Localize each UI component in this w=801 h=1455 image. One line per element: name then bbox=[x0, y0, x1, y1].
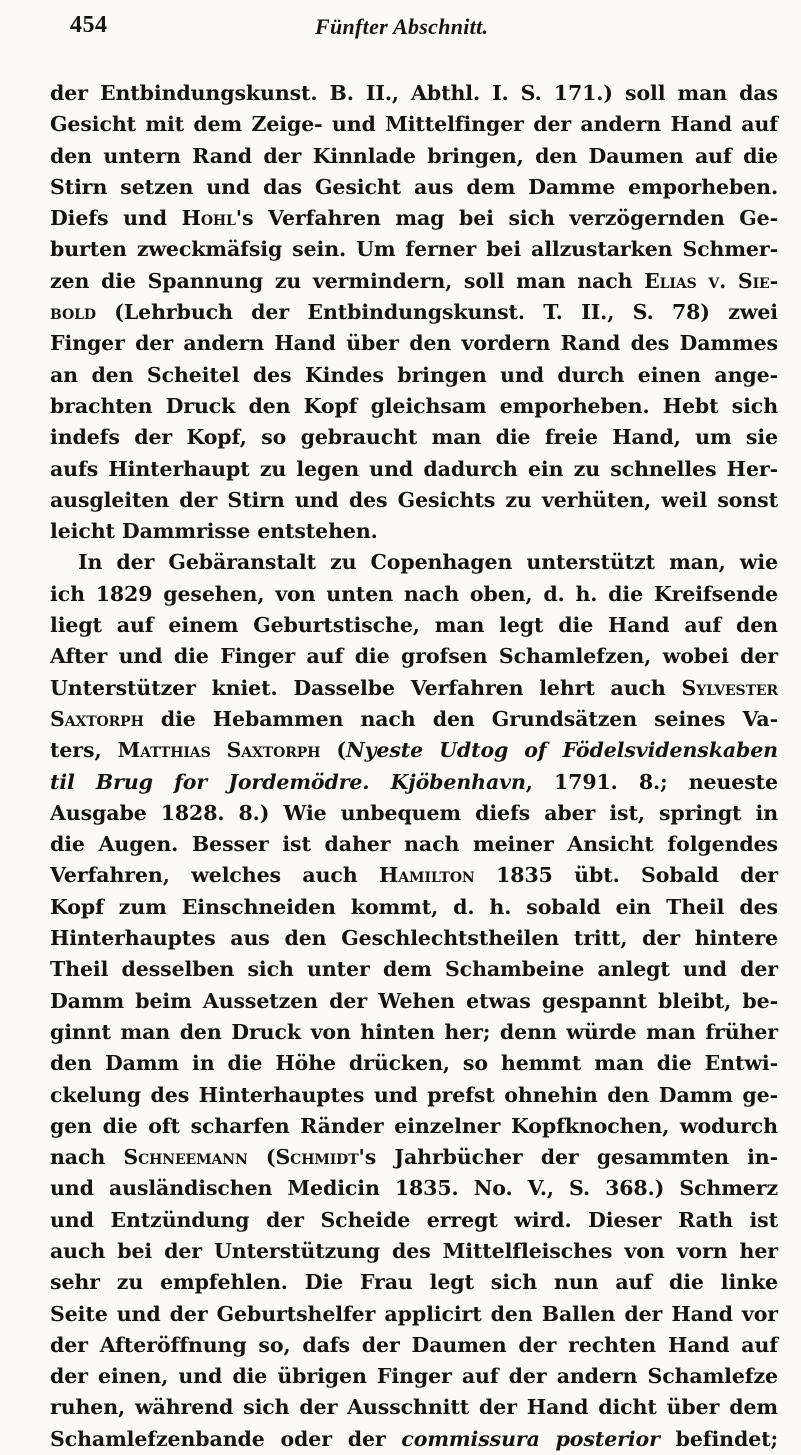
italic-text: commissura posterior bbox=[401, 1426, 660, 1451]
text-run: Finger der andern Hand über den vordern Rand des Dammes bbox=[50, 331, 778, 356]
text-line bbox=[50, 829, 778, 860]
text-run: Seite und der Geburtshelfer applicirt den Ballen der Hand vor bbox=[50, 1301, 778, 1326]
text-line bbox=[50, 266, 778, 297]
text-run: befindet; bbox=[659, 1426, 778, 1451]
text-run: In der Gebäranstalt zu Copenhagen unterstützt man, wie bbox=[78, 550, 778, 575]
text-run: und Entzündung der Scheide erregt wird. Dieser Rath ist bbox=[50, 1207, 778, 1232]
text-line bbox=[50, 516, 778, 547]
text-run: brachten Druck den Kopf gleichsam emporheben. Hebt sich bbox=[50, 393, 778, 418]
text-run: der einen, und die übrigen Finger auf der andern Schamlefze bbox=[50, 1364, 778, 1389]
text-line bbox=[50, 203, 778, 234]
text-run: (Lehrbuch der Entbindungskunst. T. II., S. 78) zwei bbox=[95, 300, 778, 325]
text-line bbox=[50, 297, 778, 328]
text-line bbox=[50, 1080, 778, 1111]
text-line bbox=[50, 172, 778, 203]
name-small-caps: Matthias Saxtorph bbox=[117, 738, 321, 763]
text-line bbox=[50, 986, 778, 1017]
text-run: nach bbox=[50, 1145, 124, 1170]
text-line bbox=[50, 767, 778, 798]
text-line bbox=[50, 1236, 778, 1267]
text-run: indefs der Kopf, so gebraucht man die freie Hand, um sie bbox=[50, 425, 778, 450]
page-number: 454 bbox=[70, 12, 108, 38]
text-run: Ausgabe 1828. 8.) Wie unbequem diefs aber ist, springt in bbox=[50, 800, 778, 825]
text-run: an den Scheitel des Kindes bringen und durch einen ange- bbox=[50, 362, 778, 387]
text-run: 1835 übt. Sobald der bbox=[474, 863, 779, 888]
text-run: liegt auf einem Geburtstische, man legt die Hand auf den bbox=[50, 613, 778, 638]
text-run: , 1791. 8.; neueste bbox=[525, 769, 778, 794]
text-line bbox=[50, 641, 778, 672]
italic-text: til Brug for Jordemödre. Kjöbenhavn bbox=[50, 769, 526, 794]
text-line bbox=[50, 1142, 778, 1173]
text-run: den untern Rand der Kinnlade bringen, den Daumen auf die bbox=[50, 143, 778, 168]
text-line bbox=[50, 1392, 778, 1423]
text-line bbox=[50, 735, 778, 766]
text-line bbox=[50, 485, 778, 516]
text-run: und ausländischen Medicin 1835. No. V., S. 368.) Schmerz bbox=[50, 1176, 778, 1201]
text-run: die Augen. Besser ist daher nach meiner Ansicht folgendes bbox=[50, 832, 778, 857]
text-line bbox=[50, 109, 778, 140]
name-small-caps: Hohl bbox=[181, 206, 236, 231]
text-line bbox=[50, 1330, 778, 1361]
name-small-caps: Schmidt bbox=[275, 1145, 359, 1170]
text-run: leicht Dammrisse entstehen. bbox=[50, 519, 378, 544]
text-run: ausgleiten der Stirn und des Gesichts zu verhüten, weil sonst bbox=[50, 487, 778, 512]
text-run: zen die Spannung zu vermindern, soll man nach bbox=[50, 268, 645, 293]
text-line bbox=[50, 391, 778, 422]
text-run: Hinterhauptes aus den Geschlechtstheilen tritt, der hintere bbox=[50, 926, 778, 951]
text-line bbox=[50, 1299, 778, 1330]
text-run: After und die Finger auf die grofsen Schamlefzen, wobei der bbox=[50, 644, 778, 669]
text-run: Unterstützer kniet. Dasselbe Verfahren lehrt auch bbox=[50, 675, 682, 700]
running-head bbox=[70, 12, 770, 52]
text-line bbox=[50, 547, 778, 578]
text-line bbox=[50, 704, 778, 735]
text-line bbox=[50, 610, 778, 641]
text-run: gen die oft scharfen Ränder einzelner Kopfknochen, wodurch bbox=[50, 1113, 778, 1138]
text-run: Stirn setzen und das Gesicht aus dem Damme emporheben. bbox=[50, 174, 778, 199]
text-line bbox=[50, 422, 778, 453]
text-line bbox=[50, 141, 778, 172]
name-small-caps: Saxtorph bbox=[50, 706, 144, 731]
text-run: ckelung des Hinterhauptes und prefst ohnehin den Damm ge- bbox=[50, 1082, 778, 1107]
section-title: Fünfter Abschnitt. bbox=[315, 14, 489, 39]
name-small-caps: Sylvester bbox=[681, 675, 778, 700]
text-run: 's Verfahren mag bei sich verzögernden Ge- bbox=[235, 206, 778, 231]
text-run: Verfahren, welches auch bbox=[50, 863, 380, 888]
text-run: auch bei der Unterstützung des Mittelfleisches von vorn her bbox=[50, 1238, 778, 1263]
text-line bbox=[50, 673, 778, 704]
text-run: Damm beim Aussetzen der Wehen etwas gespannt bleibt, be- bbox=[50, 988, 778, 1013]
text-line bbox=[50, 360, 778, 391]
text-run: Gesicht mit dem Zeige- und Mittelfinger der andern Hand auf bbox=[50, 112, 778, 137]
text-run: ich 1829 gesehen, von unten nach oben, d. h. die Kreifsende bbox=[50, 581, 778, 606]
text-line bbox=[50, 1173, 778, 1204]
text-run: ters, bbox=[50, 738, 118, 763]
text-run: ruhen, während sich der Ausschnitt der Hand dicht über dem bbox=[50, 1395, 778, 1420]
text-run: den Damm in die Höhe drücken, so hemmt man die Entwi- bbox=[50, 1051, 778, 1076]
text-run: ( bbox=[247, 1145, 276, 1170]
text-line bbox=[50, 454, 778, 485]
text-line bbox=[50, 579, 778, 610]
name-small-caps: bold bbox=[50, 300, 96, 325]
text-line bbox=[50, 1111, 778, 1142]
text-line bbox=[50, 892, 778, 923]
name-small-caps: Hamilton bbox=[379, 863, 475, 888]
text-line bbox=[50, 798, 778, 829]
text-line bbox=[50, 1361, 778, 1392]
body-text bbox=[50, 78, 778, 1455]
text-run: Kopf zum Einschneiden kommt, d. h. sobald ein Theil des bbox=[50, 894, 778, 919]
text-line bbox=[50, 328, 778, 359]
text-run: ginnt man den Druck von hinten her; denn würde man früher bbox=[50, 1019, 778, 1044]
text-line bbox=[50, 1048, 778, 1079]
text-run: die Hebammen nach den Grundsätzen seines Va- bbox=[143, 706, 778, 731]
text-line bbox=[50, 860, 778, 891]
name-small-caps: Elias v. Sie- bbox=[644, 268, 778, 293]
text-line bbox=[50, 954, 778, 985]
text-line bbox=[50, 78, 778, 109]
text-run: sehr zu empfehlen. Die Frau legt sich nun auf die linke bbox=[50, 1270, 778, 1295]
text-run: Schamlefzenbande oder der bbox=[50, 1426, 402, 1451]
text-run: Theil desselben sich unter dem Schambeine anlegt und der bbox=[50, 957, 778, 982]
text-run: aufs Hinterhaupt zu legen und dadurch ein zu schnelles Her- bbox=[50, 456, 778, 481]
italic-text: Nyeste Udtog of Födelsvidenskaben bbox=[345, 738, 778, 763]
text-run: 's Jahrbücher der gesammten in- bbox=[358, 1145, 778, 1170]
text-run: der Entbindungskunst. B. II., Abthl. I. S. 171.) soll man das bbox=[50, 81, 778, 105]
name-small-caps: Schneemann bbox=[123, 1145, 248, 1170]
text-run: burten zweckmäfsig sein. Um ferner bei allzustarken Schmer- bbox=[50, 237, 778, 262]
text-run: Diefs und bbox=[50, 206, 182, 231]
text-line bbox=[50, 234, 778, 265]
text-line bbox=[50, 1017, 778, 1048]
text-line bbox=[50, 1205, 778, 1236]
text-run: ( bbox=[320, 738, 346, 763]
text-line bbox=[50, 923, 778, 954]
text-line bbox=[50, 1424, 778, 1455]
text-line bbox=[50, 1267, 778, 1298]
text-run: der Afteröffnung so, dafs der Daumen der rechten Hand auf bbox=[50, 1332, 778, 1357]
